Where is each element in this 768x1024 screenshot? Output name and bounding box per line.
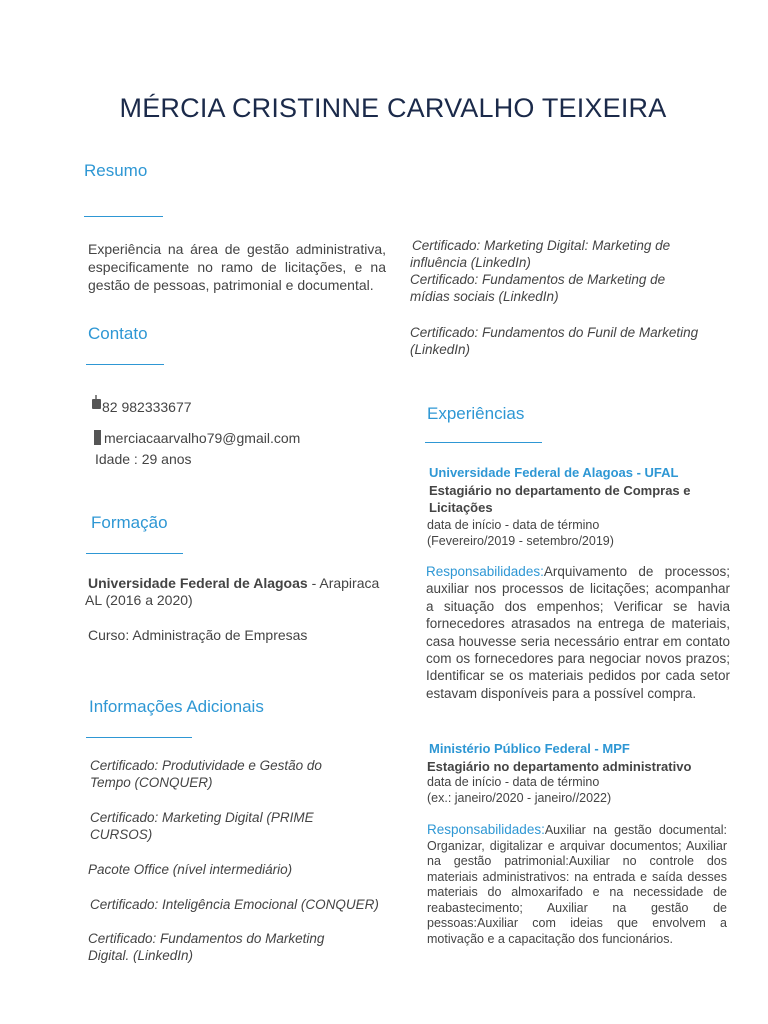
email-line [94,429,300,447]
job-role-line: Estagiário no departamento de Compras e [429,483,691,498]
job-responsibilities [427,822,727,947]
job-resp-label: Responsabilidades: [427,822,545,837]
phone-icon [92,399,101,409]
formacao-heading: Formação [91,513,168,532]
email-address: merciacaarvalho79@gmail.com [104,430,301,446]
cert-line: Certificado: Marketing Digital: Marketing de [412,238,671,253]
info-item-line: Tempo (CONQUER) [90,775,213,790]
job-resp-text: Arquivamento de processos; auxiliar nos processos de licitações; acompanhar a situação dos empenhos; Verificar se havia fornecedores atrasados na entrega de materiais, casa houvesse seria necessário entrar em contato com os fornecedores para negociar novos prazos; Identificar se os materiais pedidos por cada setor estavam disponíveis para a possível compra. [426,564,730,701]
info-item-line: Digital. (LinkedIn) [88,948,194,963]
job-dates-label: data de início - data de término [427,518,600,532]
email-icon [94,430,101,445]
info-item-line: Pacote Office (nível intermediário) [88,862,293,877]
experiencias-heading: Experiências [427,404,525,423]
info-item-line: Certificado: Marketing Digital (PRIME [90,810,314,825]
job-resp-label: Responsabilidades: [426,564,544,579]
cert-item [410,237,670,305]
formacao-entry [88,574,388,592]
formacao-period: AL (2016 a 2020) [85,592,193,608]
job-role-line: Licitações [429,500,493,515]
job-dates-value: (ex.: janeiro/2020 - janeiro//2022) [427,790,612,805]
info-item [88,861,292,878]
info-item [90,757,322,791]
job-responsibilities [426,563,730,702]
cert-line: mídias sociais (LinkedIn) [410,289,559,304]
job-dates [427,518,614,549]
info-heading: Informações Adicionais [89,697,264,716]
cert-item [410,324,698,358]
info-divider [86,737,192,738]
info-item-line: CURSOS) [90,827,153,842]
contato-heading: Contato [88,324,148,343]
job-dates-value: (Fevereiro/2019 - setembro/2019) [427,533,614,548]
cert-line: (LinkedIn) [410,342,471,357]
info-item-line: Certificado: Inteligência Emocional (CONQUER) [90,897,379,912]
experiencias-divider [425,442,542,443]
formacao-divider [86,553,183,554]
resumo-heading: Resumo [84,161,148,180]
formacao-course: Curso: Administração de Empresas [88,627,308,643]
job-resp-text: Auxiliar na gestão documental: Organizar, digitalizar e arquivar documentos; Auxiliar na gestão patrimonial:Auxiliar no controle dos materiais administrativos: na entrada e saída desses materiais do almoxarifado e na necessidade de reabastecimento; Auxiliar na gestão de pessoas:Auxiliar com ideias que envolvem a motivação e a capacitação dos funcionários. [427,823,727,946]
formacao-institution: Universidade Federal de Alagoas [88,575,308,591]
phone-number: 82 982333677 [102,399,192,415]
cert-line: Certificado: Fundamentos do Funil de Marketing [410,325,699,340]
resumo-text: Experiência na área de gestão administrativa, especificamente no ramo de licitações, e na gestão de pessoas, patrimonial e documental. [88,241,386,293]
cert-line: influência (LinkedIn) [410,255,531,270]
info-item-line: Certificado: Fundamentos do Marketing [88,931,325,946]
phone-line [92,398,192,416]
contato-divider [86,364,164,365]
page-title: MÉRCIA CRISTINNE CARVALHO TEIXEIRA [119,93,667,123]
age: Idade : 29 anos [95,451,192,467]
info-item [88,930,324,964]
formacao-place: - Arapiraca [307,575,380,591]
job-dates-label: data de início - data de término [427,775,600,789]
job-role [427,758,691,775]
info-item [90,896,379,913]
job-org: Universidade Federal de Alagoas - UFAL [429,465,679,480]
job-dates [427,775,611,806]
cert-line: Certificado: Fundamentos de Marketing de [410,272,666,287]
job-role [429,482,691,516]
job-role-line: Estagiário no departamento administrativo [427,759,692,774]
info-item-line: Certificado: Produtividade e Gestão do [90,758,322,773]
job-org: Ministério Público Federal - MPF [429,741,630,756]
info-item [90,809,314,843]
resumo-divider [84,216,163,217]
